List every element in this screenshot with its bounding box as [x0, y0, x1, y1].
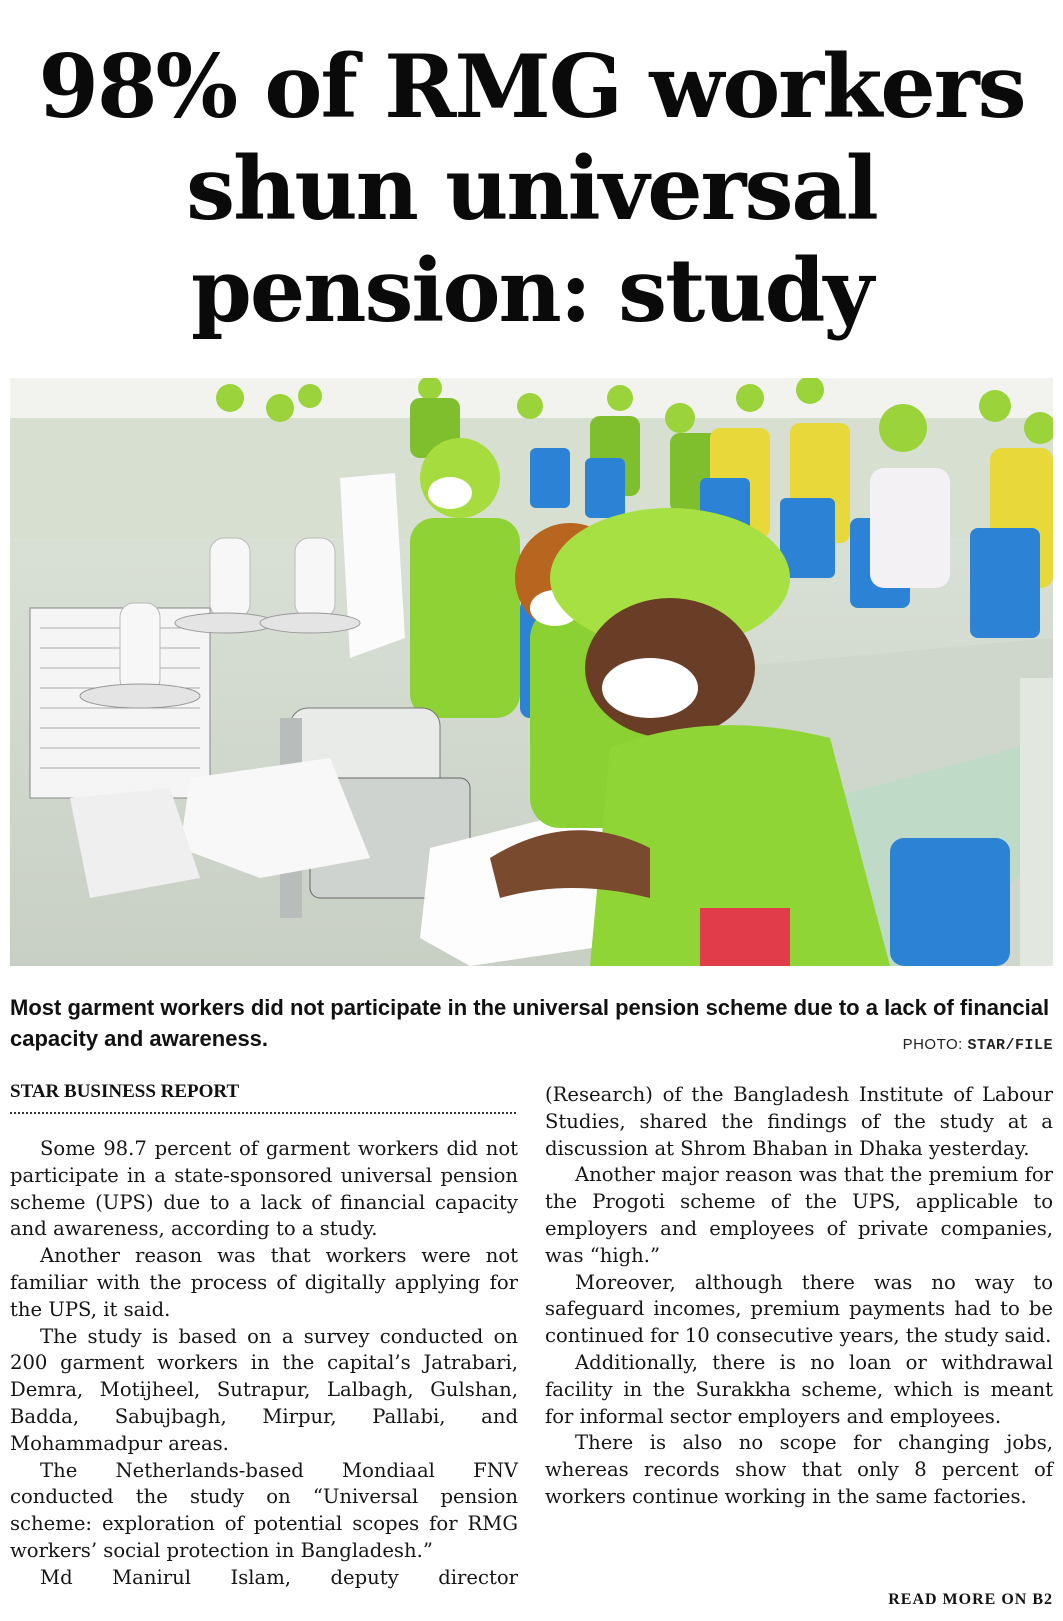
photo-credit-prefix: PHOTO:: [902, 1036, 963, 1053]
paragraph: The Netherlands-based Mondiaal FNV conducted the study on “Universal pension scheme: exploration of potential scopes for RMG workers’ social protection in Bangladesh.”: [10, 1458, 518, 1562]
paragraph: (Research) of the Bangladesh Institute of Labour Studies, shared the findings of the study at a discussion at Shrom Bhaban in Dhaka yesterday.: [545, 1083, 1053, 1160]
byline: STAR BUSINESS REPORT: [10, 1080, 516, 1114]
paragraph: Another reason was that workers were not familiar with the process of digitally applying for the UPS, it said.: [10, 1244, 518, 1321]
photo-caption: Most garment workers did not participate in the universal pension scheme due to a lack of financial capacity and awareness.: [10, 995, 1050, 1051]
read-more-link[interactable]: READ MORE ON B2: [888, 1591, 1053, 1608]
photo-credit: [903, 1036, 1053, 1054]
photo-credit-source: STAR/FILE: [967, 1037, 1053, 1054]
news-photo: [10, 378, 1053, 966]
headline: 98% of RMG workers shun universal pension: study: [38, 35, 1025, 342]
paragraph: Another major reason was that the premium for the Progoti scheme of the UPS, applicable to employers and employees of private companies, was “high.”: [545, 1163, 1053, 1267]
paragraph: The study is based on a survey conducted on 200 garment workers in the capital’s Jatrabari, Demra, Motijheel, Sutrapur, Lalbagh, Gulshan, Badda, Sabujbagh, Mirpur, Pallabi, and Mohammadpur areas.: [10, 1324, 518, 1455]
garment-factory-photo: [10, 378, 1053, 966]
paragraph: Additionally, there is no loan or withdrawal facility in the Surakkha scheme, which is meant for informal sector employers and employees.: [545, 1350, 1053, 1428]
paragraph: There is also no scope for changing jobs, whereas records show that only 8 percent of workers continue working in the same factories.: [545, 1431, 1053, 1508]
article-column-1: [10, 1136, 518, 1592]
article-column-2: [545, 1082, 1053, 1511]
paragraph: Some 98.7 percent of garment workers did not participate in a state-sponsored universal pension scheme (UPS) due to a lack of financial capacity and awareness, according to a study.: [10, 1137, 518, 1241]
paragraph: Md Manirul Islam, deputy director: [40, 1565, 518, 1589]
paragraph: Moreover, although there was no way to safeguard incomes, premium payments had to be continued for 10 consecutive years, the study said.: [545, 1270, 1053, 1348]
